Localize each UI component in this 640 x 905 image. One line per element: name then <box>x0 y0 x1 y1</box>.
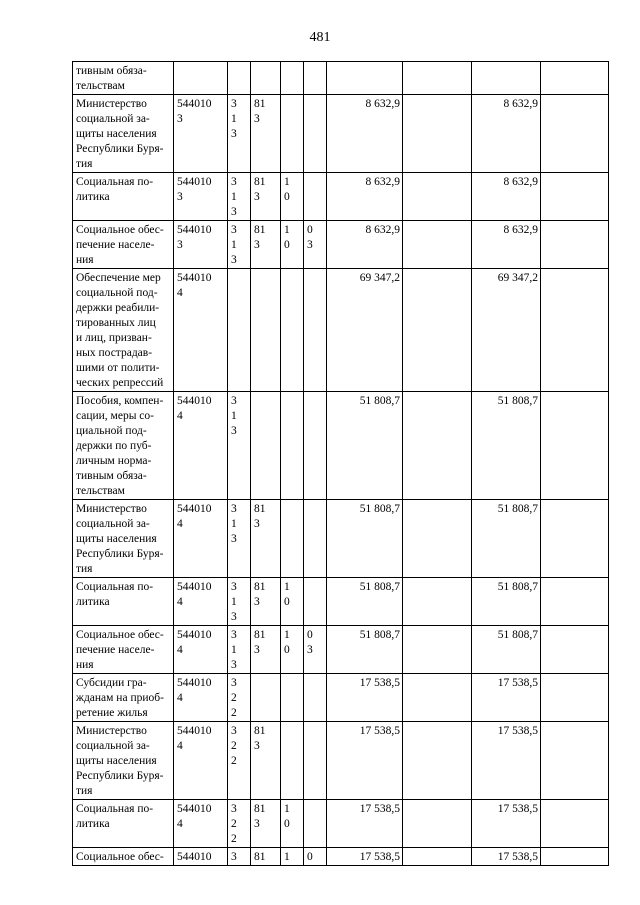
ministry-code: 81 3 <box>251 95 281 173</box>
section-code: 1 <box>281 848 304 866</box>
section-code <box>281 95 304 173</box>
table-row <box>73 392 609 500</box>
table-row <box>73 626 609 674</box>
federal-amount <box>403 221 472 269</box>
subsection-code <box>304 674 327 722</box>
expense-type-code: 3 1 3 <box>228 173 251 221</box>
republic-amount: 69 347,2 <box>472 269 541 392</box>
other-amount <box>541 674 609 722</box>
table-row <box>73 269 609 392</box>
target-article-code <box>174 62 228 95</box>
total-amount: 8 632,9 <box>327 173 403 221</box>
federal-amount <box>403 269 472 392</box>
item-name: тивным обяза- тельствам <box>73 62 174 95</box>
total-amount: 17 538,5 <box>327 722 403 800</box>
other-amount <box>541 221 609 269</box>
expense-type-code: 3 2 2 <box>228 800 251 848</box>
target-article-code: 544010 3 <box>174 221 228 269</box>
section-code <box>281 269 304 392</box>
other-amount <box>541 848 609 866</box>
section-code <box>281 722 304 800</box>
section-code <box>281 392 304 500</box>
federal-amount <box>403 800 472 848</box>
ministry-code: 81 <box>251 848 281 866</box>
ministry-code: 81 3 <box>251 800 281 848</box>
budget-table <box>72 61 609 866</box>
ministry-code <box>251 269 281 392</box>
subsection-code <box>304 173 327 221</box>
target-article-code: 544010 4 <box>174 269 228 392</box>
item-name: Министерство социальной за- щиты населения Республики Буря- тия <box>73 722 174 800</box>
expense-type-code: 3 1 3 <box>228 95 251 173</box>
expense-type-code: 3 1 3 <box>228 578 251 626</box>
expense-type-code: 3 2 2 <box>228 674 251 722</box>
item-name: Министерство социальной за- щиты населения Республики Буря- тия <box>73 95 174 173</box>
other-amount <box>541 392 609 500</box>
ministry-code: 81 3 <box>251 578 281 626</box>
other-amount <box>541 800 609 848</box>
table-row <box>73 578 609 626</box>
item-name: Социальная по- литика <box>73 800 174 848</box>
target-article-code: 544010 3 <box>174 95 228 173</box>
section-code: 1 0 <box>281 578 304 626</box>
expense-type-code: 3 1 3 <box>228 626 251 674</box>
ministry-code <box>251 392 281 500</box>
republic-amount: 51 808,7 <box>472 392 541 500</box>
item-name: Субсидии гра- жданам на приоб- ретение жилья <box>73 674 174 722</box>
other-amount <box>541 95 609 173</box>
subsection-code <box>304 500 327 578</box>
expense-type-code: 3 <box>228 848 251 866</box>
subsection-code <box>304 722 327 800</box>
other-amount <box>541 722 609 800</box>
table-row <box>73 722 609 800</box>
item-name: Социальное обес- <box>73 848 174 866</box>
subsection-code <box>304 392 327 500</box>
federal-amount <box>403 848 472 866</box>
table-row <box>73 95 609 173</box>
section-code <box>281 62 304 95</box>
target-article-code: 544010 4 <box>174 722 228 800</box>
target-article-code: 544010 3 <box>174 173 228 221</box>
federal-amount <box>403 722 472 800</box>
item-name: Пособия, компен- сации, меры со- циальной под- держки по пуб- личным норма- тивным обяза- тельствам <box>73 392 174 500</box>
item-name: Социальная по- литика <box>73 578 174 626</box>
target-article-code: 544010 4 <box>174 578 228 626</box>
total-amount: 8 632,9 <box>327 95 403 173</box>
republic-amount: 8 632,9 <box>472 95 541 173</box>
subsection-code: 0 <box>304 848 327 866</box>
total-amount: 51 808,7 <box>327 626 403 674</box>
total-amount <box>327 62 403 95</box>
expense-type-code <box>228 62 251 95</box>
item-name: Социальная по- литика <box>73 173 174 221</box>
subsection-code <box>304 62 327 95</box>
ministry-code: 81 3 <box>251 722 281 800</box>
subsection-code: 0 3 <box>304 626 327 674</box>
subsection-code <box>304 800 327 848</box>
total-amount: 8 632,9 <box>327 221 403 269</box>
ministry-code <box>251 674 281 722</box>
table-row <box>73 800 609 848</box>
item-name: Обеспечение мер социальной под- держки реабили- тированных лиц и лиц, призван- ных пострадав- шими от полити- ческих репрессий <box>73 269 174 392</box>
section-code: 1 0 <box>281 173 304 221</box>
table-row <box>73 173 609 221</box>
expense-type-code <box>228 269 251 392</box>
expense-type-code: 3 1 3 <box>228 221 251 269</box>
federal-amount <box>403 62 472 95</box>
total-amount: 17 538,5 <box>327 848 403 866</box>
total-amount: 51 808,7 <box>327 578 403 626</box>
republic-amount: 17 538,5 <box>472 722 541 800</box>
target-article-code: 544010 4 <box>174 626 228 674</box>
federal-amount <box>403 626 472 674</box>
subsection-code: 0 3 <box>304 221 327 269</box>
item-name: Министерство социальной за- щиты населения Республики Буря- тия <box>73 500 174 578</box>
other-amount <box>541 269 609 392</box>
ministry-code: 81 3 <box>251 173 281 221</box>
republic-amount: 8 632,9 <box>472 173 541 221</box>
section-code: 1 0 <box>281 800 304 848</box>
republic-amount: 8 632,9 <box>472 221 541 269</box>
federal-amount <box>403 95 472 173</box>
target-article-code: 544010 4 <box>174 674 228 722</box>
expense-type-code: 3 1 3 <box>228 500 251 578</box>
other-amount <box>541 62 609 95</box>
page-number: 481 <box>309 30 331 45</box>
republic-amount: 17 538,5 <box>472 674 541 722</box>
table-row <box>73 221 609 269</box>
total-amount: 17 538,5 <box>327 800 403 848</box>
item-name: Социальное обес- печение населе- ния <box>73 221 174 269</box>
section-code: 1 0 <box>281 221 304 269</box>
section-code <box>281 674 304 722</box>
table-row <box>73 848 609 866</box>
other-amount <box>541 500 609 578</box>
table-row <box>73 674 609 722</box>
target-article-code: 544010 4 <box>174 500 228 578</box>
republic-amount: 51 808,7 <box>472 626 541 674</box>
federal-amount <box>403 392 472 500</box>
federal-amount <box>403 674 472 722</box>
other-amount <box>541 626 609 674</box>
ministry-code: 81 3 <box>251 626 281 674</box>
table-row <box>73 62 609 95</box>
total-amount: 51 808,7 <box>327 500 403 578</box>
total-amount: 51 808,7 <box>327 392 403 500</box>
item-name: Социальное обес- печение населе- ния <box>73 626 174 674</box>
subsection-code <box>304 269 327 392</box>
ministry-code: 81 3 <box>251 500 281 578</box>
republic-amount: 17 538,5 <box>472 848 541 866</box>
expense-type-code: 3 1 3 <box>228 392 251 500</box>
section-code <box>281 500 304 578</box>
section-code: 1 0 <box>281 626 304 674</box>
expense-type-code: 3 2 2 <box>228 722 251 800</box>
target-article-code: 544010 <box>174 848 228 866</box>
federal-amount <box>403 578 472 626</box>
federal-amount <box>403 500 472 578</box>
target-article-code: 544010 4 <box>174 800 228 848</box>
total-amount: 17 538,5 <box>327 674 403 722</box>
republic-amount <box>472 62 541 95</box>
target-article-code: 544010 4 <box>174 392 228 500</box>
republic-amount: 17 538,5 <box>472 800 541 848</box>
subsection-code <box>304 578 327 626</box>
total-amount: 69 347,2 <box>327 269 403 392</box>
ministry-code <box>251 62 281 95</box>
republic-amount: 51 808,7 <box>472 578 541 626</box>
subsection-code <box>304 95 327 173</box>
other-amount <box>541 173 609 221</box>
ministry-code: 81 3 <box>251 221 281 269</box>
table-row <box>73 500 609 578</box>
other-amount <box>541 578 609 626</box>
republic-amount: 51 808,7 <box>472 500 541 578</box>
federal-amount <box>403 173 472 221</box>
